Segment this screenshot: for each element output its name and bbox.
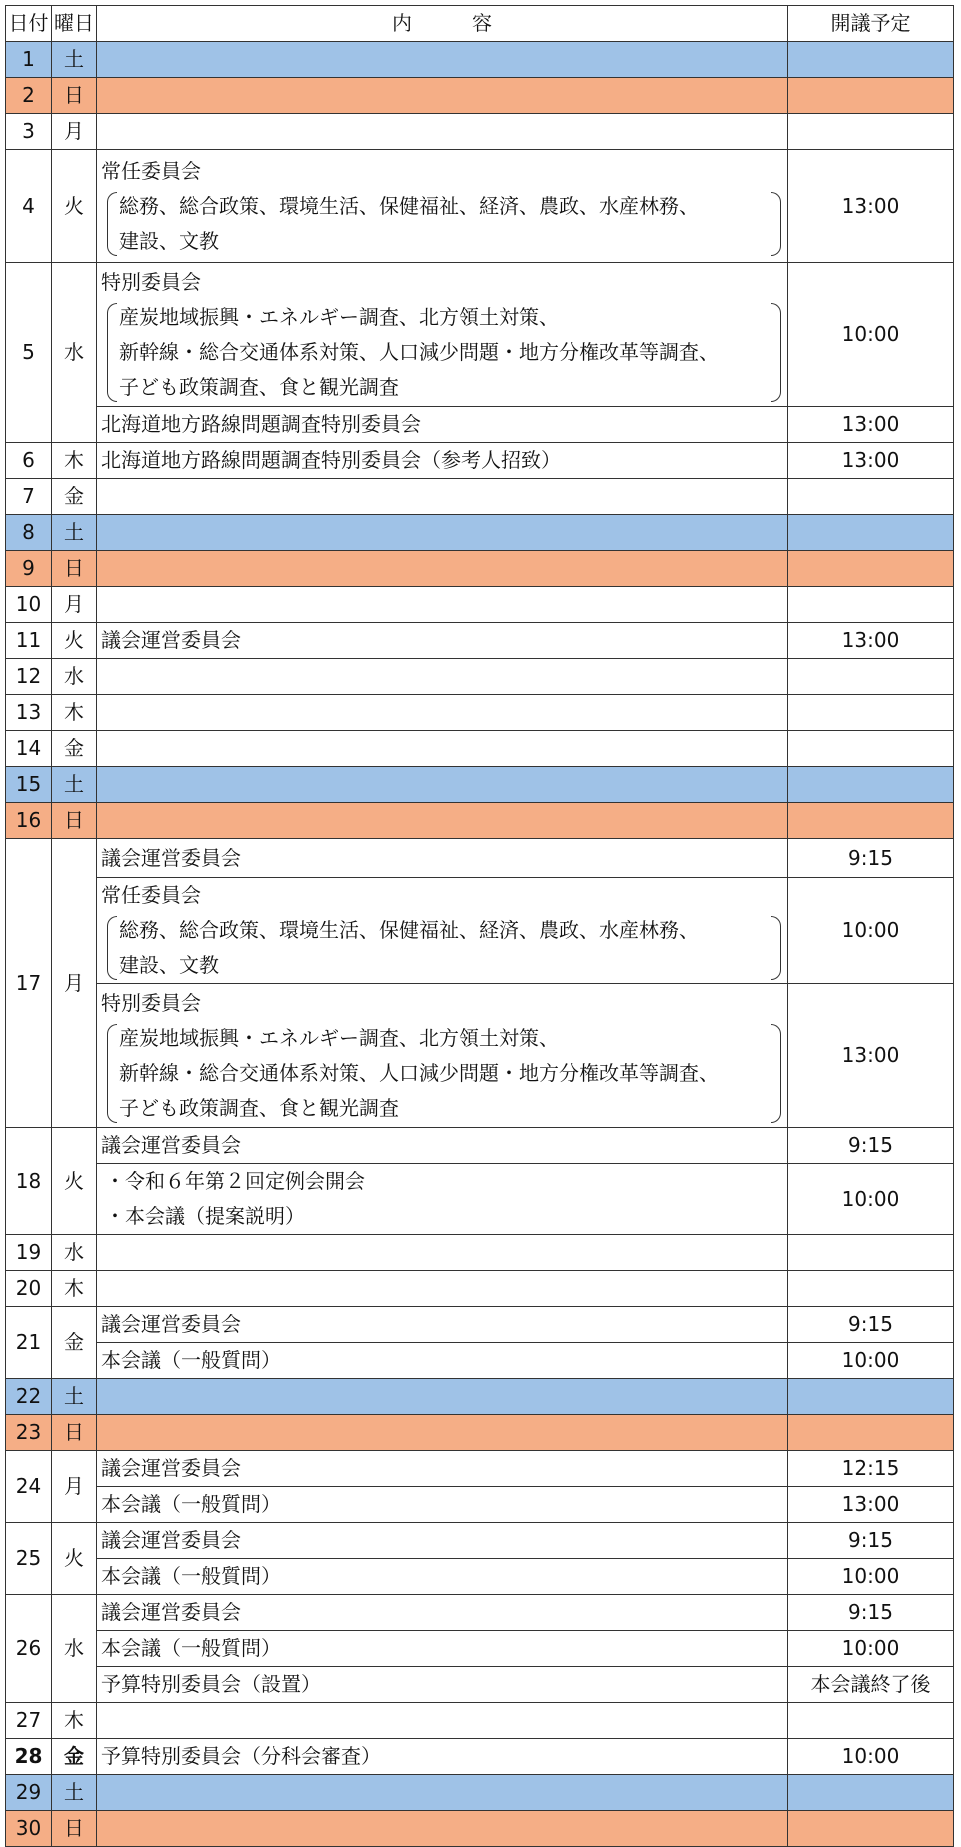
row-day-25	[6, 1523, 954, 1559]
row-day-28	[6, 1739, 954, 1775]
row-day-15	[6, 767, 954, 803]
weekday-cell: 日	[52, 551, 97, 587]
content-cell	[97, 659, 788, 695]
row-day-18-sub	[6, 1164, 954, 1235]
time-cell: 9:15	[788, 1523, 954, 1559]
time-cell	[788, 1235, 954, 1271]
content-cell: 北海道地方路線問題調査特別委員会	[97, 407, 788, 443]
committee-list-line: 産炭地域振興・エネルギー調査、北方領土対策、	[119, 1025, 559, 1050]
date-cell: 12	[6, 659, 52, 695]
date-cell: 20	[6, 1271, 52, 1307]
weekday-cell: 水	[52, 263, 97, 443]
committee-list-line: 新幹線・総合交通体系対策、人口減少問題・地方分権改革等調査、	[119, 1060, 719, 1085]
weekday-cell: 水	[52, 659, 97, 695]
weekday-cell: 日	[52, 1415, 97, 1451]
time-cell	[788, 767, 954, 803]
time-cell	[788, 78, 954, 114]
content-cell: 議会運営委員会	[97, 839, 788, 878]
header-content: 内 容	[97, 6, 788, 42]
time-cell: 10:00	[788, 1343, 954, 1379]
time-cell	[788, 1703, 954, 1739]
time-cell: 10:00	[788, 1164, 954, 1235]
row-day-30	[6, 1811, 954, 1847]
time-cell	[788, 695, 954, 731]
time-cell	[788, 587, 954, 623]
committee-list	[107, 913, 781, 983]
content-cell: 議会運営委員会	[97, 1307, 788, 1343]
weekday-cell: 金	[52, 479, 97, 515]
content-cell	[97, 1271, 788, 1307]
row-day-14	[6, 731, 954, 767]
time-cell: 10:00	[788, 1739, 954, 1775]
date-cell: 23	[6, 1415, 52, 1451]
weekday-cell: 水	[52, 1595, 97, 1703]
date-cell: 15	[6, 767, 52, 803]
committee-list-line: 子ども政策調査、食と観光調査	[119, 1095, 399, 1120]
date-cell: 3	[6, 114, 52, 150]
row-day-19	[6, 1235, 954, 1271]
weekday-cell: 木	[52, 695, 97, 731]
time-cell	[788, 803, 954, 839]
content-cell: 議会運営委員会	[97, 623, 788, 659]
row-day-13	[6, 695, 954, 731]
date-cell: 7	[6, 479, 52, 515]
time-cell: 10:00	[788, 1631, 954, 1667]
committee-list	[107, 189, 781, 259]
content-cell	[97, 42, 788, 78]
weekday-cell: 木	[52, 443, 97, 479]
date-cell: 4	[6, 150, 52, 263]
weekday-cell: 月	[52, 587, 97, 623]
schedule-table	[5, 5, 954, 1847]
time-cell: 9:15	[788, 1307, 954, 1343]
weekday-cell: 火	[52, 150, 97, 263]
row-day-21-sub	[6, 1343, 954, 1379]
special-committee-title: 特別委員会	[101, 269, 201, 294]
weekday-cell: 日	[52, 803, 97, 839]
time-cell	[788, 1775, 954, 1811]
row-day-3	[6, 114, 954, 150]
date-cell: 10	[6, 587, 52, 623]
content-cell	[97, 803, 788, 839]
time-cell: 9:15	[788, 839, 954, 878]
content-cell	[97, 731, 788, 767]
time-cell: 9:15	[788, 1128, 954, 1164]
row-day-9	[6, 551, 954, 587]
standing-committee-title: 常任委員会	[101, 883, 201, 907]
date-cell: 29	[6, 1775, 52, 1811]
row-day-26-sub	[6, 1631, 954, 1667]
header-day: 曜日	[52, 6, 97, 42]
row-day-24-sub	[6, 1487, 954, 1523]
content-cell	[97, 114, 788, 150]
committee-list-line: 新幹線・総合交通体系対策、人口減少問題・地方分権改革等調査、	[119, 339, 719, 364]
time-cell: 13:00	[788, 443, 954, 479]
content-cell	[97, 695, 788, 731]
time-cell	[788, 1271, 954, 1307]
date-cell: 28	[6, 1739, 52, 1775]
weekday-cell: 水	[52, 1235, 97, 1271]
row-day-17	[6, 839, 954, 878]
weekday-cell: 金	[52, 1307, 97, 1379]
content-cell	[97, 1703, 788, 1739]
time-cell	[788, 731, 954, 767]
time-cell	[788, 1415, 954, 1451]
row-day-27	[6, 1703, 954, 1739]
weekday-cell: 月	[52, 114, 97, 150]
committee-list-line: 建設、文教	[119, 953, 219, 977]
weekday-cell: 火	[52, 623, 97, 659]
content-cell	[97, 767, 788, 803]
time-cell	[788, 551, 954, 587]
date-cell: 5	[6, 263, 52, 443]
content-cell: 本会議（一般質問）	[97, 1343, 788, 1379]
row-day-7	[6, 479, 954, 515]
time-cell: 13:00	[788, 623, 954, 659]
date-cell: 27	[6, 1703, 52, 1739]
date-cell: 1	[6, 42, 52, 78]
committee-list	[107, 300, 781, 405]
date-cell: 8	[6, 515, 52, 551]
header-date: 日付	[6, 6, 52, 42]
date-cell: 13	[6, 695, 52, 731]
standing-committee-cell	[97, 150, 788, 263]
special-committee-cell	[97, 984, 788, 1128]
row-day-4	[6, 150, 954, 263]
committee-list-line: 子ども政策調査、食と観光調査	[119, 374, 399, 399]
weekday-cell: 日	[52, 78, 97, 114]
row-day-20	[6, 1271, 954, 1307]
row-day-18	[6, 1128, 954, 1164]
date-cell: 25	[6, 1523, 52, 1595]
content-cell: 本会議（一般質問）	[97, 1487, 788, 1523]
weekday-cell: 月	[52, 839, 97, 1128]
content-cell: 議会運営委員会	[97, 1523, 788, 1559]
time-cell: 13:00	[788, 1487, 954, 1523]
time-cell: 13:00	[788, 984, 954, 1128]
row-day-2	[6, 78, 954, 114]
date-cell: 30	[6, 1811, 52, 1847]
weekday-cell: 木	[52, 1271, 97, 1307]
row-day-25-sub	[6, 1559, 954, 1595]
weekday-cell: 土	[52, 1775, 97, 1811]
committee-list-line: 建設、文教	[119, 228, 219, 253]
time-cell: 13:00	[788, 150, 954, 263]
row-day-23	[6, 1415, 954, 1451]
content-cell	[97, 515, 788, 551]
weekday-cell: 土	[52, 1379, 97, 1415]
date-cell: 11	[6, 623, 52, 659]
weekday-cell: 木	[52, 1703, 97, 1739]
time-cell	[788, 42, 954, 78]
time-cell: 9:15	[788, 1595, 954, 1631]
date-cell: 26	[6, 1595, 52, 1703]
time-cell	[788, 659, 954, 695]
special-committee-cell	[97, 263, 788, 407]
time-cell: 10:00	[788, 263, 954, 407]
bullet-item: ・令和６年第２回定例会開会	[105, 1169, 365, 1193]
header-time: 開議予定	[788, 6, 954, 42]
content-cell	[97, 1164, 788, 1235]
weekday-cell: 土	[52, 767, 97, 803]
weekday-cell: 日	[52, 1811, 97, 1847]
row-day-12	[6, 659, 954, 695]
row-day-1	[6, 42, 954, 78]
date-cell: 17	[6, 839, 52, 1128]
row-day-26	[6, 1595, 954, 1631]
row-day-16	[6, 803, 954, 839]
standing-committee-title: 常任委員会	[101, 158, 201, 183]
time-cell	[788, 114, 954, 150]
weekday-cell: 金	[52, 1739, 97, 1775]
date-cell: 16	[6, 803, 52, 839]
content-cell: 本会議（一般質問）	[97, 1559, 788, 1595]
row-day-11	[6, 623, 954, 659]
content-cell	[97, 551, 788, 587]
committee-list-line: 産炭地域振興・エネルギー調査、北方領土対策、	[119, 304, 559, 329]
row-day-21	[6, 1307, 954, 1343]
special-committee-title: 特別委員会	[101, 990, 201, 1015]
time-cell: 10:00	[788, 878, 954, 984]
content-cell: 議会運営委員会	[97, 1595, 788, 1631]
row-day-8	[6, 515, 954, 551]
bullet-item: ・本会議（提案説明）	[105, 1204, 305, 1228]
row-day-22	[6, 1379, 954, 1415]
date-cell: 22	[6, 1379, 52, 1415]
committee-list-line: 総務、総合政策、環境生活、保健福祉、経済、農政、水産林務、	[119, 918, 699, 942]
row-day-29	[6, 1775, 954, 1811]
content-cell	[97, 1235, 788, 1271]
content-cell	[97, 479, 788, 515]
content-cell: 議会運営委員会	[97, 1451, 788, 1487]
time-cell	[788, 515, 954, 551]
content-cell	[97, 1775, 788, 1811]
content-cell: 予算特別委員会（設置）	[97, 1667, 788, 1703]
row-day-17-sub	[6, 984, 954, 1128]
time-cell: 10:00	[788, 1559, 954, 1595]
weekday-cell: 土	[52, 42, 97, 78]
standing-committee-cell	[97, 878, 788, 984]
content-cell: 予算特別委員会（分科会審査）	[97, 1739, 788, 1775]
date-cell: 6	[6, 443, 52, 479]
date-cell: 14	[6, 731, 52, 767]
date-cell: 2	[6, 78, 52, 114]
header-row	[6, 6, 954, 42]
row-day-5-sub	[6, 407, 954, 443]
row-day-17-sub	[6, 878, 954, 984]
content-cell	[97, 78, 788, 114]
date-cell: 19	[6, 1235, 52, 1271]
row-day-24	[6, 1451, 954, 1487]
row-day-6	[6, 443, 954, 479]
committee-list-line: 総務、総合政策、環境生活、保健福祉、経済、農政、水産林務、	[119, 193, 699, 218]
content-cell: 議会運営委員会	[97, 1128, 788, 1164]
committee-list	[107, 1021, 781, 1126]
content-cell	[97, 1811, 788, 1847]
time-cell: 12:15	[788, 1451, 954, 1487]
weekday-cell: 金	[52, 731, 97, 767]
content-cell	[97, 1379, 788, 1415]
content-cell	[97, 1415, 788, 1451]
weekday-cell: 火	[52, 1128, 97, 1235]
date-cell: 9	[6, 551, 52, 587]
time-cell	[788, 1379, 954, 1415]
weekday-cell: 土	[52, 515, 97, 551]
weekday-cell: 火	[52, 1523, 97, 1595]
content-cell: 本会議（一般質問）	[97, 1631, 788, 1667]
time-cell: 本会議終了後	[788, 1667, 954, 1703]
time-cell	[788, 479, 954, 515]
row-day-5	[6, 263, 954, 407]
content-cell	[97, 587, 788, 623]
time-cell: 13:00	[788, 407, 954, 443]
date-cell: 21	[6, 1307, 52, 1379]
date-cell: 24	[6, 1451, 52, 1523]
row-day-26-sub	[6, 1667, 954, 1703]
content-cell: 北海道地方路線問題調査特別委員会（参考人招致）	[97, 443, 788, 479]
row-day-10	[6, 587, 954, 623]
weekday-cell: 月	[52, 1451, 97, 1523]
date-cell: 18	[6, 1128, 52, 1235]
time-cell	[788, 1811, 954, 1847]
